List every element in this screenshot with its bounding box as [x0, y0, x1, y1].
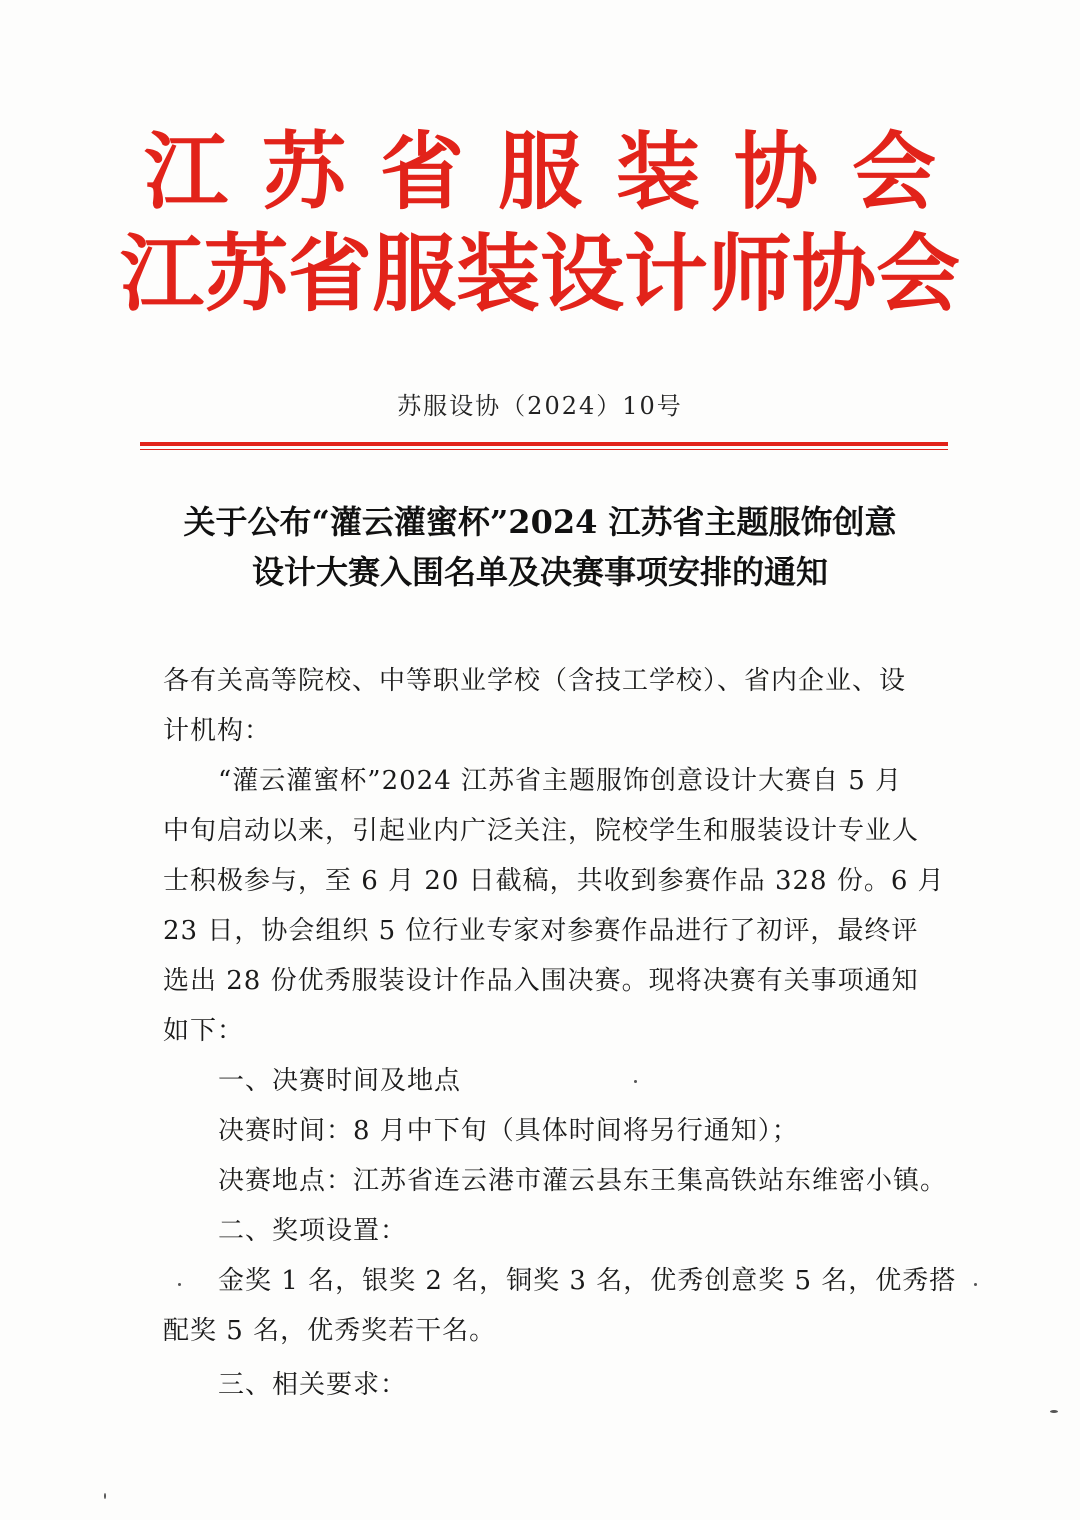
scan-speck	[634, 1080, 637, 1083]
paragraph-1-line-1: “灌云灌蜜杯”2024 江苏省主题服饰创意设计大赛自 5 月	[218, 766, 903, 796]
final-time: 决赛时间：8 月中下旬（具体时间将另行通知）；	[218, 1116, 799, 1146]
section-2-heading: 二、奖项设置：	[218, 1216, 408, 1246]
final-location: 决赛地点：江苏省连云港市灌云县东王集高铁站东维密小镇。	[218, 1166, 948, 1196]
document-number: 苏服设协（2024）10号	[397, 392, 683, 420]
notice-title-line-2: 设计大赛入围名单及决赛事项安排的通知	[251, 553, 828, 591]
red-divider-thick	[140, 442, 948, 446]
red-divider-thin	[140, 449, 948, 450]
letterhead-line-2: 江苏省服装设计师协会	[119, 225, 960, 323]
paragraph-1-line-4: 23 日，协会组织 5 位行业专家对参赛作品进行了初评，最终评	[163, 916, 919, 946]
paragraph-1-line-3: 士积极参与，至 6 月 20 日截稿，共收到参赛作品 328 份。6 月	[163, 866, 945, 896]
letterhead-line-1: 江苏省服装协会	[143, 123, 970, 221]
scan-speck	[178, 1283, 181, 1286]
paragraph-1-line-6: 如下：	[163, 1016, 245, 1046]
addressee-line-1: 各有关高等院校、中等职业学校（含技工学校）、省内企业、设	[163, 666, 907, 696]
section-3-heading: 三、相关要求：	[218, 1370, 408, 1400]
addressee-line-2: 计机构：	[163, 716, 272, 746]
scan-speck	[104, 1493, 106, 1499]
paragraph-1-line-2: 中旬启动以来，引起业内广泛关注，院校学生和服装设计专业人	[163, 816, 920, 846]
section-1-heading: 一、决赛时间及地点	[218, 1066, 462, 1096]
awards-line-1: 金奖 1 名，银奖 2 名，铜奖 3 名，优秀创意奖 5 名，优秀搭	[218, 1266, 957, 1296]
notice-title-line-1: 关于公布“灌云灌蜜杯”2024 江苏省主题服饰创意	[183, 503, 897, 541]
paragraph-1-line-5: 选出 28 份优秀服装设计作品入围决赛。现将决赛有关事项通知	[163, 966, 919, 996]
scan-speck	[974, 1283, 977, 1286]
scan-speck	[1050, 1410, 1058, 1413]
awards-line-2: 配奖 5 名，优秀奖若干名。	[163, 1316, 497, 1346]
